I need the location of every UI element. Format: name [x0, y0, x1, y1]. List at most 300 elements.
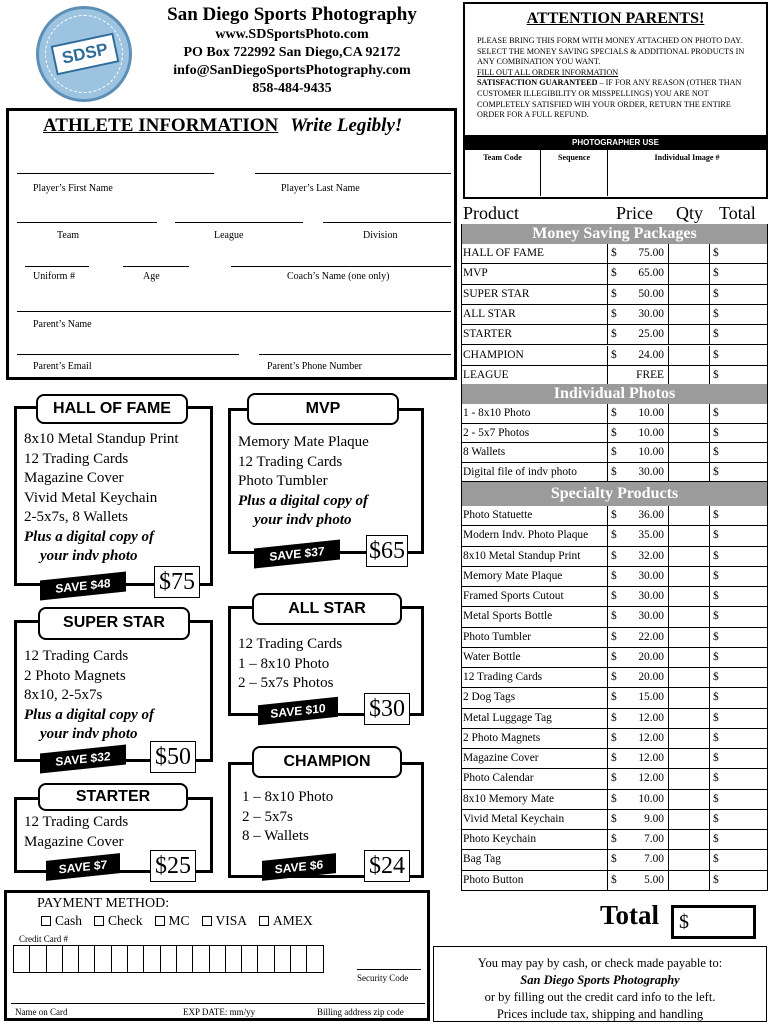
product-price: $ 12.00: [608, 709, 669, 728]
product-name: Modern Indv. Photo Plaque: [461, 526, 608, 545]
total-field[interactable]: $: [713, 812, 719, 825]
note-line3: or by filling out the credit card info to the left.: [484, 990, 716, 1004]
payment-option-check[interactable]: Check: [94, 913, 143, 929]
division-label: Division: [363, 230, 398, 241]
total-field[interactable]: $: [713, 446, 719, 458]
credit-card-digit-box[interactable]: [13, 945, 30, 973]
note-line1: You may pay by cash, or check made payable to:: [477, 956, 723, 970]
package-hall-of-fame-tag: HALL OF FAME: [36, 394, 188, 424]
company-phone: 858-484-9435: [252, 81, 332, 96]
uniform-label: Uniform #: [33, 271, 75, 282]
league-field[interactable]: [175, 222, 303, 223]
package-item: 2-5x7s, 8 Wallets: [24, 509, 128, 525]
total-field[interactable]: $: [713, 465, 719, 478]
product-name: Photo Button: [461, 871, 608, 890]
product-table-header: [461, 203, 768, 225]
athlete-info-title: [43, 115, 402, 137]
credit-card-digit-box[interactable]: [257, 945, 274, 973]
product-price: $ 32.00: [608, 547, 669, 566]
credit-card-digit-box[interactable]: [192, 945, 209, 973]
product-price: $ 75.00: [608, 244, 669, 263]
total-field[interactable]: $: [713, 590, 719, 602]
checkbox-icon[interactable]: [202, 916, 212, 926]
credit-card-number-field[interactable]: [13, 945, 323, 973]
company-website: www.SDSportsPhoto.com: [215, 27, 369, 42]
qty-field[interactable]: [669, 346, 710, 365]
total-field[interactable]: $: [713, 529, 719, 542]
qty-field[interactable]: [669, 463, 710, 482]
grand-total-field[interactable]: $: [671, 905, 756, 939]
package-digital-line1: Plus a digital copy of: [24, 528, 154, 545]
parent-phone-field[interactable]: [259, 354, 451, 355]
package-digital-line2: your indv photo: [40, 548, 138, 564]
table-row: [461, 404, 768, 424]
credit-card-digit-box[interactable]: [62, 945, 79, 973]
qty-field[interactable]: [669, 628, 710, 647]
package-mvp-save-badge: SAVE $37: [254, 539, 340, 568]
product-name: 8x10 Memory Mate: [461, 790, 608, 809]
table-row: [461, 506, 768, 526]
table-row: [461, 871, 768, 891]
credit-card-label: Credit Card #: [19, 934, 68, 944]
table-row: [461, 749, 768, 769]
credit-card-digit-box[interactable]: [111, 945, 128, 973]
qty-field[interactable]: [669, 709, 710, 728]
package-hall-of-fame-save-badge: SAVE $48: [40, 571, 126, 600]
qty-field[interactable]: [669, 729, 710, 748]
qty-field[interactable]: [669, 567, 710, 586]
product-price: $ 7.00: [608, 850, 669, 869]
photographer-use-header: PHOTOGRAPHER USE: [465, 136, 766, 150]
qty-field[interactable]: [669, 790, 710, 809]
table-row: [461, 607, 768, 627]
product-name: 12 Trading Cards: [461, 668, 608, 687]
package-item: 1 – 8x10 Photo: [242, 789, 334, 805]
package-item: 8x10, 2-5x7s: [24, 687, 103, 703]
parent-name-label: Parent’s Name: [33, 319, 92, 330]
product-price: $ 10.00: [608, 424, 669, 443]
package-starter-items: [24, 813, 128, 852]
table-row: [461, 244, 768, 264]
col-qty-header: Qty: [676, 203, 703, 223]
card-info-line[interactable]: [11, 1003, 425, 1004]
zip-code-label: Billing address zip code: [317, 1007, 404, 1017]
product-name: Bag Tag: [461, 850, 608, 869]
package-starter-tag: STARTER: [38, 783, 188, 811]
package-mvp-price: $65: [366, 535, 408, 567]
package-digital-line2: your indv photo: [40, 726, 138, 742]
package-item: 2 – 5x7s: [242, 808, 293, 825]
table-row: [461, 285, 768, 305]
product-name: Photo Keychain: [461, 830, 608, 849]
package-item: 12 Trading Cards: [24, 648, 129, 664]
payment-option-cash[interactable]: Cash: [41, 913, 82, 929]
last-name-field[interactable]: [255, 173, 451, 174]
security-code-field[interactable]: [357, 969, 421, 970]
team-label: Team: [57, 230, 80, 241]
qty-field[interactable]: [669, 526, 710, 545]
total-field[interactable]: $: [713, 426, 719, 439]
product-name: ALL STAR: [461, 305, 608, 324]
package-mvp-tag: MVP: [247, 393, 399, 425]
first-name-field[interactable]: [17, 173, 214, 174]
attention-guarantee: SATISFACTION GUARANTEED: [477, 78, 598, 88]
payment-note: [433, 946, 767, 1022]
product-name: Metal Sports Bottle: [461, 607, 608, 626]
uniform-field[interactable]: [25, 266, 89, 267]
section-header-packages: Money Saving Packages: [461, 224, 768, 244]
package-champion-items: [242, 788, 333, 847]
photographer-use-row: [465, 150, 766, 196]
qty-field[interactable]: [669, 810, 710, 829]
product-price: $ 30.00: [608, 567, 669, 586]
credit-card-digit-box[interactable]: [176, 945, 193, 973]
athlete-info-box: [6, 108, 457, 380]
product-name: 1 - 8x10 Photo: [461, 404, 608, 423]
note-line4: Prices include tax, shipping and handling: [496, 1007, 704, 1021]
package-item: Photo Tumbler: [238, 473, 328, 489]
package-super-star-save-badge: SAVE $32: [40, 744, 126, 773]
division-field[interactable]: [323, 222, 451, 223]
league-label: League: [214, 230, 244, 241]
table-row: [461, 729, 768, 749]
qty-field[interactable]: [669, 424, 710, 443]
col-price-header: Price: [616, 203, 653, 223]
individual-image-field[interactable]: Individual Image #: [654, 153, 720, 162]
product-name: 2 - 5x7 Photos: [461, 424, 608, 443]
package-champion-price: $24: [364, 850, 410, 882]
company-logo: [36, 6, 132, 102]
package-starter-price: $25: [150, 850, 196, 882]
product-price: $ 20.00: [608, 668, 669, 687]
total-field[interactable]: $: [713, 671, 719, 683]
qty-field[interactable]: [669, 769, 710, 788]
product-price: $ 30.00: [608, 463, 669, 482]
credit-card-digit-box[interactable]: [274, 945, 291, 973]
package-item: 1 – 8x10 Photo: [238, 655, 330, 672]
qty-field[interactable]: [669, 244, 710, 263]
checkbox-icon[interactable]: [94, 916, 104, 926]
total-field[interactable]: $: [713, 772, 719, 785]
package-mvp-items: [238, 433, 369, 531]
checkbox-icon[interactable]: [41, 916, 51, 926]
company-name: San Diego Sports Photography: [167, 4, 417, 25]
product-price: $ 35.00: [608, 526, 669, 545]
package-hall-of-fame-price: $75: [154, 566, 200, 598]
note-line2: San Diego Sports Photography: [520, 973, 680, 987]
package-item: 12 Trading Cards: [238, 453, 343, 470]
total-field[interactable]: $: [713, 549, 719, 562]
credit-card-digit-box[interactable]: [241, 945, 258, 973]
qty-field[interactable]: [669, 325, 710, 344]
product-name: STARTER: [461, 325, 608, 344]
checkbox-icon[interactable]: [155, 916, 165, 926]
package-item: Magazine Cover: [24, 470, 124, 486]
attention-p2: FILL OUT ALL ORDER INFORMATION: [477, 67, 619, 77]
product-name: 2 Dog Tags: [461, 688, 608, 707]
table-row: [461, 346, 768, 366]
table-row: [461, 587, 768, 607]
credit-card-digit-box[interactable]: [78, 945, 95, 973]
table-row: [461, 810, 768, 830]
qty-field[interactable]: [669, 443, 710, 462]
total-field[interactable]: $: [713, 752, 719, 764]
qty-field[interactable]: [669, 850, 710, 869]
table-row: [461, 547, 768, 567]
parent-email-field[interactable]: [17, 354, 239, 355]
payment-options: [41, 913, 313, 929]
qty-field[interactable]: [669, 506, 710, 525]
product-name: LEAGUE: [461, 366, 608, 385]
product-name: Photo Calendar: [461, 769, 608, 788]
product-price: $ 5.00: [608, 871, 669, 890]
table-row: [461, 668, 768, 688]
security-code-label: Security Code: [357, 973, 409, 983]
credit-card-digit-box[interactable]: [306, 945, 323, 973]
name-on-card-label: Name on Card: [15, 1007, 68, 1017]
credit-card-digit-box[interactable]: [127, 945, 144, 973]
age-field[interactable]: [123, 266, 189, 267]
package-starter-save-badge: SAVE $7: [46, 853, 120, 881]
team-code-field[interactable]: Team Code: [465, 150, 541, 196]
total-field[interactable]: $: [713, 509, 719, 521]
credit-card-digit-box[interactable]: [290, 945, 307, 973]
first-name-label: Player’s First Name: [33, 183, 113, 194]
package-super-star-price: $50: [150, 741, 196, 773]
company-email: info@SanDiegoSportsPhotography.com: [173, 63, 411, 78]
qty-field[interactable]: [669, 285, 710, 304]
product-price: $ 12.00: [608, 769, 669, 788]
package-item: 12 Trading Cards: [238, 636, 343, 652]
product-name: Vivid Metal Keychain: [461, 810, 608, 829]
total-field[interactable]: $: [713, 569, 719, 582]
table-row: [461, 424, 768, 444]
qty-field[interactable]: [669, 749, 710, 768]
attention-text: [465, 28, 766, 121]
parent-name-field[interactable]: [17, 311, 451, 312]
company-header: [140, 4, 444, 98]
coach-label: Coach’s Name (one only): [287, 271, 390, 282]
product-name: Magazine Cover: [461, 749, 608, 768]
qty-field[interactable]: [669, 688, 710, 707]
product-price: $ 12.00: [608, 729, 669, 748]
qty-field[interactable]: [669, 366, 710, 385]
last-name-label: Player’s Last Name: [281, 183, 360, 194]
package-all-star-price: $30: [364, 693, 410, 725]
package-super-star-tag: SUPER STAR: [38, 607, 190, 640]
package-item: 2 – 5x7s Photos: [238, 675, 334, 691]
table-row: [461, 688, 768, 708]
credit-card-digit-box[interactable]: [209, 945, 226, 973]
product-name: Metal Luggage Tag: [461, 709, 608, 728]
package-all-star-save-badge: SAVE $10: [258, 697, 338, 725]
qty-field[interactable]: [669, 404, 710, 423]
package-item: 12 Trading Cards: [24, 450, 129, 467]
product-price: $ 20.00: [608, 648, 669, 667]
checkbox-icon[interactable]: [259, 916, 269, 926]
product-name: Memory Mate Plaque: [461, 567, 608, 586]
table-row: [461, 567, 768, 587]
product-price: $ 10.00: [608, 404, 669, 423]
write-legibly-text: Write Legibly!: [290, 115, 403, 136]
product-price: $ 25.00: [608, 325, 669, 344]
total-field[interactable]: $: [713, 307, 719, 320]
product-name: CHAMPION: [461, 346, 608, 365]
package-item: 12 Trading Cards: [24, 814, 129, 830]
attention-title: ATTENTION PARENTS!: [526, 10, 705, 27]
total-field[interactable]: $: [713, 348, 719, 361]
total-field[interactable]: $: [713, 287, 719, 300]
package-all-star-tag: ALL STAR: [252, 593, 402, 625]
attention-p3: – IF FOR ANY REASON (OTHER THAN CUSTOMER ILLEGIBILITY OR MISSPELLINGS) YOU ARE NOT COMPLETELY SATISFIED WIH YOUR ORDER, RETURN THE ENTIRE ORDER FOR A FULL REFUND.: [477, 78, 742, 120]
package-item: 8 – Wallets: [242, 828, 309, 844]
product-price: $ 7.00: [608, 830, 669, 849]
product-price: $ 24.00: [608, 346, 669, 365]
qty-field[interactable]: [669, 648, 710, 667]
qty-field[interactable]: [669, 871, 710, 890]
package-champion-tag: CHAMPION: [252, 746, 402, 778]
package-item: Memory Mate Plaque: [238, 434, 369, 450]
product-name: HALL OF FAME: [461, 244, 608, 263]
total-field[interactable]: $: [713, 711, 719, 724]
total-field[interactable]: $: [713, 873, 719, 886]
total-field[interactable]: $: [713, 247, 719, 259]
product-price: $ 30.00: [608, 587, 669, 606]
product-name: MVP: [461, 264, 608, 283]
product-price: $ 30.00: [608, 305, 669, 324]
qty-field[interactable]: [669, 830, 710, 849]
coach-field[interactable]: [231, 266, 451, 267]
package-item: Magazine Cover: [24, 833, 124, 850]
age-label: Age: [143, 271, 160, 282]
package-digital-line1: Plus a digital copy of: [238, 492, 368, 509]
qty-field[interactable]: [669, 607, 710, 626]
col-total-header: Total: [719, 203, 756, 223]
package-super-star-items: [24, 647, 154, 745]
photographer-use-box: [465, 135, 766, 197]
attention-box: [463, 2, 768, 199]
section-header-individual: Individual Photos: [461, 384, 768, 404]
total-field[interactable]: $: [713, 368, 719, 381]
total-field[interactable]: $: [713, 267, 719, 280]
credit-card-digit-box[interactable]: [225, 945, 242, 973]
package-hall-of-fame-items: [24, 430, 179, 567]
company-address: PO Box 722992 San Diego,CA 92172: [183, 45, 401, 60]
total-field[interactable]: $: [713, 731, 719, 744]
payment-option-amex[interactable]: AMEX: [259, 913, 313, 929]
credit-card-digit-box[interactable]: [94, 945, 111, 973]
table-row: [461, 305, 768, 325]
credit-card-digit-box[interactable]: [160, 945, 177, 973]
payment-box: [4, 890, 430, 1021]
product-name: 8 Wallets: [461, 443, 608, 462]
credit-card-digit-box[interactable]: [29, 945, 46, 973]
package-all-star-items: [238, 635, 342, 694]
col-product-header: Product: [463, 203, 519, 223]
package-digital-line2: your indv photo: [254, 512, 352, 528]
product-price: $ 9.00: [608, 810, 669, 829]
package-digital-line1: Plus a digital copy of: [24, 706, 154, 723]
qty-field[interactable]: [669, 305, 710, 324]
total-field[interactable]: $: [713, 328, 719, 341]
team-field[interactable]: [17, 222, 157, 223]
credit-card-digit-box[interactable]: [46, 945, 63, 973]
product-price: $ 10.00: [608, 790, 669, 809]
product-name: Photo Statuette: [461, 506, 608, 525]
payment-title: PAYMENT METHOD:: [37, 896, 170, 911]
product-price: $ 22.00: [608, 628, 669, 647]
table-row: [461, 443, 768, 463]
qty-field[interactable]: [669, 264, 710, 283]
product-price: $ 12.00: [608, 749, 669, 768]
product-price: $ 10.00: [608, 443, 669, 462]
table-row: [461, 830, 768, 850]
table-row: [461, 790, 768, 810]
table-row: [461, 628, 768, 648]
qty-field[interactable]: [669, 668, 710, 687]
attention-p1: PLEASE BRING THIS FORM WITH MONEY ATTACHED ON PHOTO DAY. SELECT THE MONEY SAVING SPECIALS & ADDITIONAL PRODUCTS IN ANY COMBINATION YOU WANT.: [477, 36, 745, 67]
total-field[interactable]: $: [713, 853, 719, 866]
table-row: [461, 264, 768, 284]
product-name: 8x10 Metal Standup Print: [461, 547, 608, 566]
section-header-specialty: Specialty Products: [461, 482, 768, 506]
sequence-field[interactable]: Sequence: [541, 150, 608, 196]
qty-field[interactable]: [669, 587, 710, 606]
total-field[interactable]: $: [713, 833, 719, 845]
table-row: [461, 463, 768, 483]
package-item: 8x10 Metal Standup Print: [24, 431, 179, 447]
product-price: $ 15.00: [608, 688, 669, 707]
exp-date-label: EXP DATE: mm/yy: [183, 1007, 256, 1017]
package-item: Vivid Metal Keychain: [24, 489, 158, 506]
athlete-title-text: ATHLETE INFORMATION: [43, 115, 279, 136]
total-field[interactable]: $: [713, 691, 719, 704]
total-field[interactable]: $: [713, 650, 719, 663]
product-name: 2 Photo Magnets: [461, 729, 608, 748]
table-row: [461, 526, 768, 546]
product-price: $ 65.00: [608, 264, 669, 283]
grand-total-label: Total: [600, 900, 660, 930]
product-name: Framed Sports Cutout: [461, 587, 608, 606]
table-row: [461, 850, 768, 870]
product-price: FREE: [608, 366, 669, 385]
total-field[interactable]: $: [713, 407, 719, 419]
logo-text: SDSP: [51, 33, 120, 76]
package-item: 2 Photo Magnets: [24, 667, 126, 684]
product-name: Water Bottle: [461, 648, 608, 667]
payment-option-visa[interactable]: VISA: [202, 913, 248, 929]
product-price: $ 50.00: [608, 285, 669, 304]
table-row: [461, 709, 768, 729]
table-row: [461, 325, 768, 345]
payment-option-mc[interactable]: MC: [155, 913, 190, 929]
total-field[interactable]: $: [713, 792, 719, 805]
package-champion-save-badge: SAVE $6: [262, 853, 336, 881]
product-name: SUPER STAR: [461, 285, 608, 304]
table-row: [461, 648, 768, 668]
product-name: Digital file of indv photo: [461, 463, 608, 482]
parent-phone-label: Parent’s Phone Number: [267, 361, 362, 372]
product-price: $ 36.00: [608, 506, 669, 525]
total-field[interactable]: $: [713, 610, 719, 623]
table-row: [461, 769, 768, 789]
qty-field[interactable]: [669, 547, 710, 566]
product-price: $ 30.00: [608, 607, 669, 626]
product-name: Photo Tumbler: [461, 628, 608, 647]
total-field[interactable]: $: [713, 630, 719, 643]
parent-email-label: Parent’s Email: [33, 361, 92, 372]
credit-card-digit-box[interactable]: [143, 945, 160, 973]
